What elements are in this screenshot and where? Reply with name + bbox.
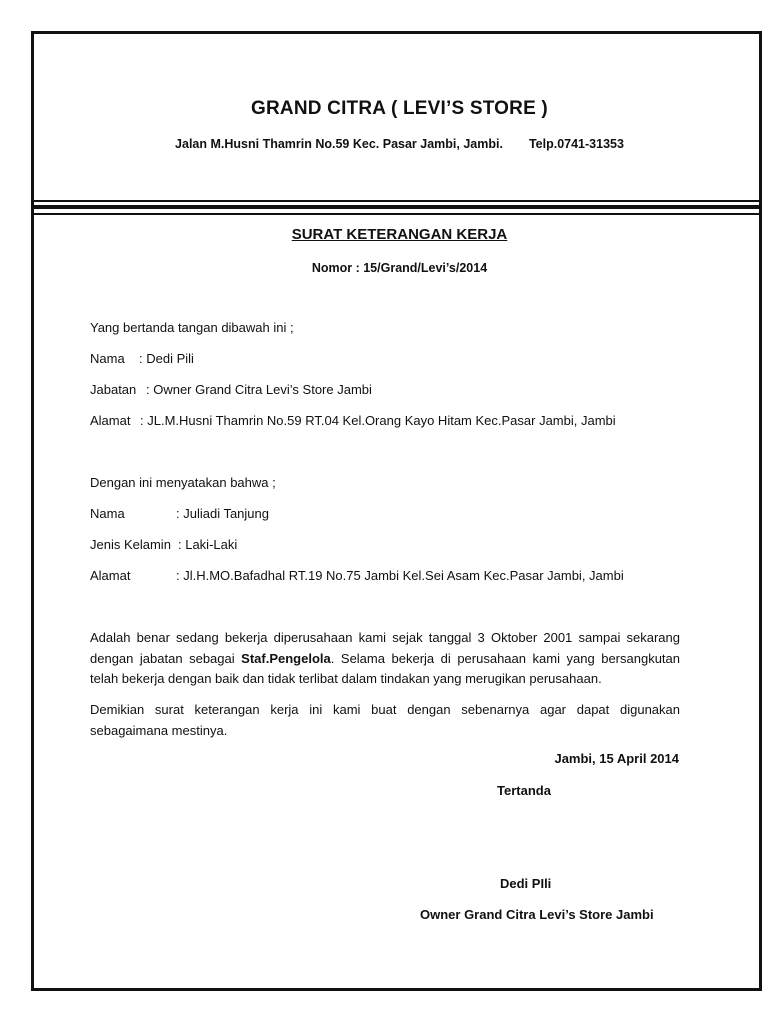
statement-text-1: Adalah benar sedang bekerja diperusahaan kami sejak tanggal 3 Oktober 2001 sampai sekarang dengan jabatan sebagai xyxy=(90,630,680,666)
signatory-intro: Yang bertanda tangan dibawah ini ; xyxy=(90,320,294,335)
signatory-name-label: Nama xyxy=(90,351,125,366)
letter-number: Nomor : 15/Grand/Levi’s/2014 xyxy=(311,261,488,275)
signatory-position-label: Jabatan xyxy=(90,382,137,397)
employee-name-row xyxy=(90,506,269,521)
company-name: GRAND CITRA ( LEVI’S STORE ) xyxy=(251,98,548,119)
statement-paragraph xyxy=(90,628,680,690)
signatory-address-row xyxy=(90,413,616,428)
company-telephone: Telp.0741-31353 xyxy=(528,137,624,151)
signatory-position-value: : Owner Grand Citra Levi’s Store Jambi xyxy=(146,382,372,397)
header-divider-top xyxy=(34,200,759,202)
signatory-name-value: : Dedi Pili xyxy=(139,351,194,366)
closing-paragraph: Demikian surat keterangan kerja ini kami buat dengan sebenarnya agar dapat digunakan sebagaimana mestinya. xyxy=(90,702,680,738)
company-address: Jalan M.Husni Thamrin No.59 Kec. Pasar Jambi, Jambi. xyxy=(175,137,503,151)
letter-page xyxy=(31,31,762,991)
place-date: Jambi, 15 April 2014 xyxy=(554,751,679,766)
signatory-address-label: Alamat xyxy=(90,413,131,428)
statement-job-title: Staf.Pengelola xyxy=(241,650,331,666)
employee-intro: Dengan ini menyatakan bahwa ; xyxy=(90,475,276,490)
signer-title: Owner Grand Citra Levi’s Store Jambi xyxy=(420,907,654,922)
statement-text-2: . Selama bekerja di perusahaan kami yang bersangkutan telah bekerja dengan baik dan tidak terlibat dalam tindakan yang merugikan perusahaan. xyxy=(90,650,680,686)
signatory-name-row xyxy=(90,351,194,366)
header-divider-bottom xyxy=(34,213,759,215)
employee-address-value: : Jl.H.MO.Bafadhal RT.19 No.75 Jambi Kel.Sei Asam Kec.Pasar Jambi, Jambi xyxy=(176,568,624,583)
employee-name-label: Nama xyxy=(90,506,125,521)
employee-gender-row xyxy=(90,537,237,552)
letter-subject: SURAT KETERANGAN KERJA xyxy=(291,226,508,243)
signatory-address-value: : JL.M.Husni Thamrin No.59 RT.04 Kel.Orang Kayo Hitam Kec.Pasar Jambi, Jambi xyxy=(140,413,616,428)
employee-address-row xyxy=(90,568,624,583)
header-divider-thick xyxy=(34,205,759,209)
employee-name-value: : Juliadi Tanjung xyxy=(176,506,269,521)
signed-label: Tertanda xyxy=(497,783,551,798)
employee-gender-label: Jenis Kelamin xyxy=(90,537,171,552)
company-address-line xyxy=(34,137,765,151)
signatory-position-row xyxy=(90,382,372,397)
employee-gender-value: : Laki-Laki xyxy=(178,537,238,552)
employee-address-label: Alamat xyxy=(90,568,131,583)
signer-name: Dedi PIli xyxy=(500,876,552,891)
